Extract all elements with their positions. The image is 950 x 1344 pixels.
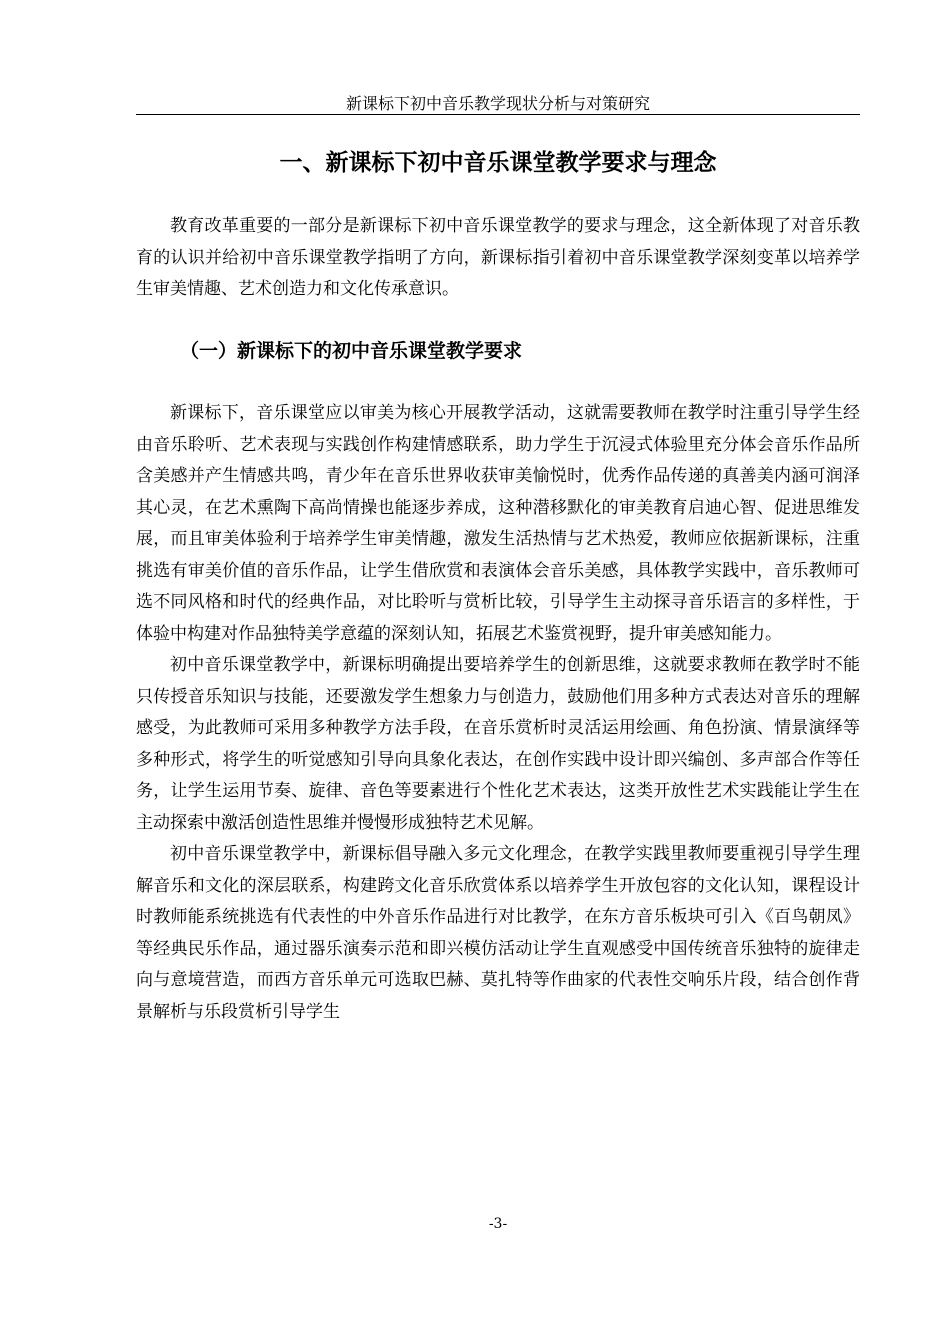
running-header: 新课标下初中音乐教学现状分析与对策研究 bbox=[345, 94, 650, 113]
intro-text-block bbox=[136, 211, 860, 306]
page-number: -3- bbox=[488, 1216, 508, 1232]
section-title: （一）新课标下的初中音乐课堂教学要求 bbox=[180, 340, 523, 362]
header-rule bbox=[136, 114, 860, 115]
body-paragraph-2: 初中音乐课堂教学中，新课标明确提出要培养学生的创新思维，这就要求教师在教学时不能只传授音乐知识与技能，还要激发学生想象力与创造力，鼓励他们用多种方式表达对音乐的理解感受，为此教师可采用多种教学方法手段，在音乐赏析时灵活运用绘画、角色扮演、情景演绎等多种形式，将学生的听觉感知引导向具象化表达，在创作实践中设计即兴编创、多声部合作等任务，让学生运用节奏、旋律、音色等要素进行个性化艺术表达，这类开放性艺术实践能让学生在主动探索中激活创造性思维并慢慢形成独特艺术见解。 bbox=[136, 655, 860, 833]
intro-paragraph: 教育改革重要的一部分是新课标下初中音乐课堂教学的要求与理念，这全新体现了对音乐教育的认识并给初中音乐课堂教学指明了方向，新课标指引着初中音乐课堂教学深刻变革以培养学生审美情趣、艺术创造力和文化传承意识。 bbox=[136, 216, 860, 299]
body-paragraph-3: 初中音乐课堂教学中，新课标倡导融入多元文化理念，在教学实践里教师要重视引导学生理解音乐和文化的深层联系，构建跨文化音乐欣赏体系以培养学生开放包容的文化认知，课程设计时教师能系统挑选有代表性的中外音乐作品进行对比教学，在东方音乐板块可引入《百鸟朝凤》等经典民乐作品，通过器乐演奏示范和即兴模仿活动让学生直观感受中国传统音乐独特的旋律走向与意境营造，而西方音乐单元可选取巴赫、莫扎特等作曲家的代表性交响乐片段，结合创作背景解析与乐段赏析引导学生 bbox=[136, 844, 860, 1022]
chapter-title: 一、新课标下初中音乐课堂教学要求与理念 bbox=[279, 150, 717, 176]
body-paragraph-1: 新课标下，音乐课堂应以审美为核心开展教学活动，这就需要教师在教学时注重引导学生经由音乐聆听、艺术表现与实践创作构建情感联系，助力学生于沉浸式体验里充分体会音乐作品所含美感并产生情感共鸣，青少年在音乐世界收获审美愉悦时，优秀作品传递的真善美内涵可润泽其心灵，在艺术熏陶下高尚情操也能逐步养成，这种潜移默化的审美教育启迪心智、促进思维发展，而且审美体验利于培养学生审美情趣，激发生活热情与艺术热爱，教师应依据新课标，注重挑选有审美价值的音乐作品，让学生借欣赏和表演体会音乐美感，具体教学实践中，音乐教师可选不同风格和时代的经典作品，对比聆听与赏析比较，引导学生主动探寻音乐语言的多样性，于体验中构建对作品独特美学意蕴的深刻认知，拓展艺术鉴赏视野，提升审美感知能力。 bbox=[136, 403, 860, 644]
section-body bbox=[136, 398, 860, 1028]
